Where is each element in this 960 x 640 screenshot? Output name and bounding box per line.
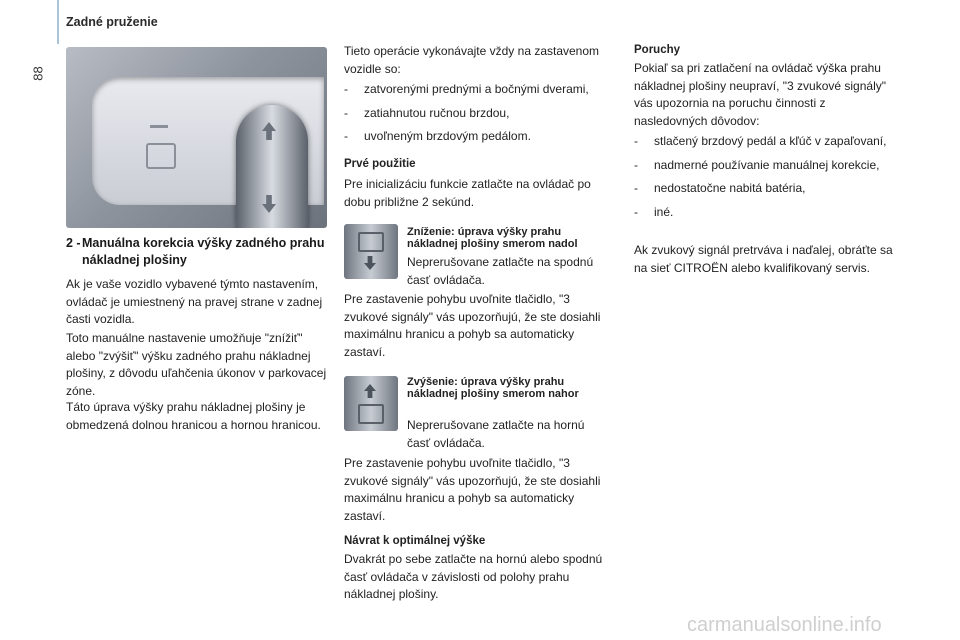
list-item: - zatiahnutou ručnou brzdou, [344, 105, 608, 123]
suspension-icon [358, 232, 384, 252]
faults-title: Poruchy [634, 44, 681, 56]
arrow-up-icon [364, 384, 376, 398]
raise-control-thumbnail [344, 376, 398, 431]
raise-text: Neprerušovane zatlačte na hornú časť ovládača. [407, 418, 585, 450]
list-item: - iné. [634, 204, 902, 222]
lower-control-thumbnail [344, 224, 398, 279]
height-control-photo [66, 47, 327, 228]
faults-list [634, 133, 902, 227]
left-paragraph-3: Táto úprava výšky prahu nákladnej plošiny je obmedzená dolnou hranicou a hornou hranicou. [66, 400, 321, 432]
list-item: - stlačený brzdový pedál a kľúč v zapaľovaní, [634, 133, 902, 151]
faults-outro: Ak zvukový signál pretrváva i naďalej, obráťte sa na sieť CITROËN alebo kvalifikovaný servis. [634, 243, 893, 275]
return-title: Návrat k optimálnej výške [344, 535, 486, 547]
conditions-list [344, 81, 608, 152]
minus-icon [150, 125, 168, 128]
sidebar-line [57, 0, 59, 44]
faults-intro: Pokiaľ sa pri zatlačení na ovládač výška prahu nákladnej plošiny neupraví, "3 zvukové signály" vás upozornia na poruchu činnosti z nasledovných dôvodov: [634, 61, 886, 128]
raise-stop-text: Pre zastavenie pohybu uvoľnite tlačidlo, "3 zvukové signály" vás upozorňujú, že ste dosiahli maximálnu hranicu a pohyb sa automaticky zastaví. [344, 456, 601, 523]
watermark: carmanualsonline.info [687, 614, 882, 636]
section-title: Zadné pruženie [66, 15, 158, 29]
rocker-switch [236, 105, 308, 228]
lower-stop-text: Pre zastavenie pohybu uvoľnite tlačidlo, "3 zvukové signály" vás upozorňujú, že ste dosiahli maximálnu hranicu a pohyb sa automaticky zastaví. [344, 292, 601, 359]
suspension-icon [358, 404, 384, 424]
list-item: - zatvorenými prednými a bočnými dverami, [344, 81, 608, 99]
list-item: - uvoľneným brzdovým pedálom. [344, 128, 608, 146]
list-item: - nedostatočne nabitá batéria, [634, 180, 902, 198]
left-paragraph-1: Ak je vaše vozidlo vybavené týmto nastavením, ovládač je umiestnený na pravej strane v zadnej časti vozidla. [66, 277, 323, 326]
subsection-title: Manuálna korekcia výšky zadného prahu nákladnej plošiny [82, 236, 325, 267]
raise-title: Zvýšenie: úprava výšky prahu nákladnej plošiny smerom nahor [407, 376, 579, 400]
suspension-warning-icon [146, 143, 176, 169]
lower-title: Zníženie: úprava výšky prahu nákladnej plošiny smerom nadol [407, 226, 578, 250]
return-text: Dvakrát po sebe zatlačte na hornú alebo spodnú časť ovládača v závislosti od polohy prahu nákladnej plošiny. [344, 552, 603, 601]
first-use-text: Pre inicializáciu funkcie zatlačte na ovládač po dobu približne 2 sekúnd. [344, 177, 591, 209]
left-paragraph-2: Toto manuálne nastavenie umožňuje "znížiť" alebo "zvýšiť" výšku zadného prahu nákladnej plošiny, z dôvodu uľahčenia úkonov v parkovacej zóne. [66, 331, 327, 398]
subsection-number: 2 - [66, 236, 81, 250]
arrow-down-icon [364, 256, 376, 270]
list-item: - nadmerné používanie manuálnej korekcie, [634, 157, 902, 175]
first-use-title: Prvé použitie [344, 158, 416, 170]
page-number: 88 [30, 66, 46, 81]
lower-text: Neprerušovane zatlačte na spodnú časť ovládača. [407, 255, 594, 287]
subsection-heading [66, 235, 336, 269]
operation-intro: Tieto operácie vykonávajte vždy na zastavenom vozidle so: [344, 44, 600, 76]
